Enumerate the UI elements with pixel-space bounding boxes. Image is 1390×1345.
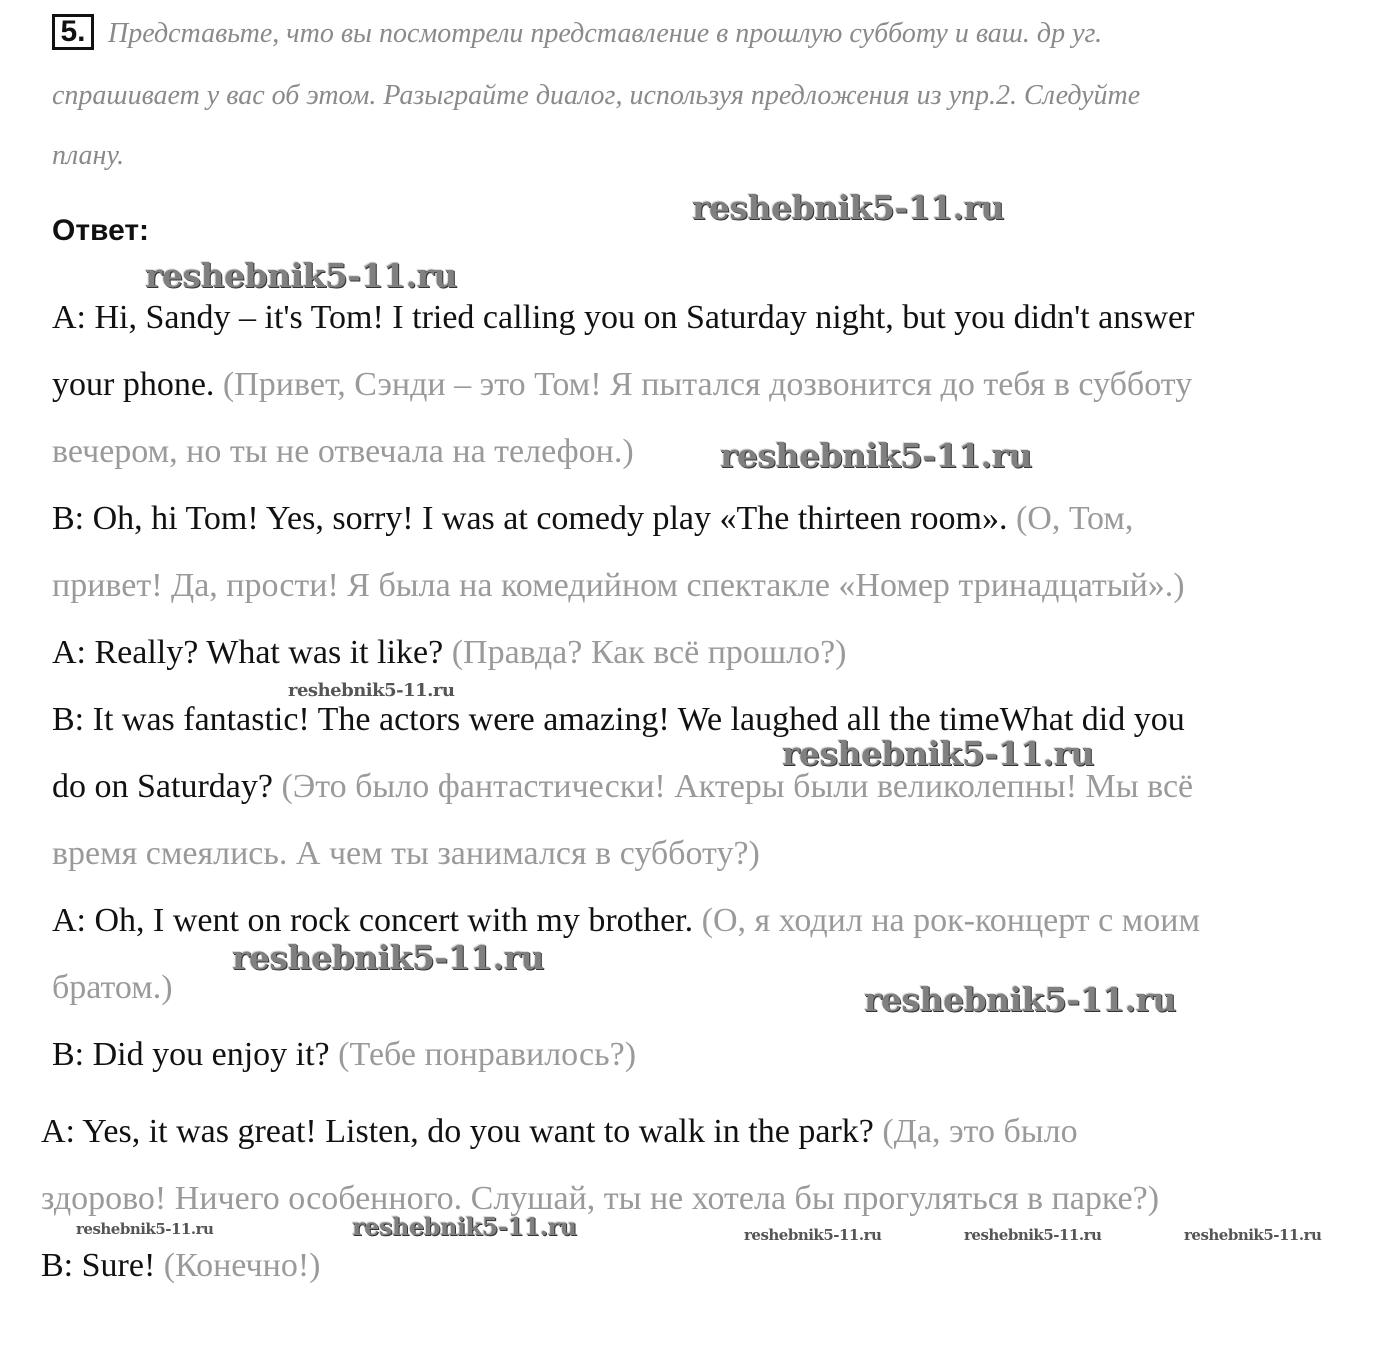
english-text: B: Oh, hi Tom! Yes, sorry! I was at comedy play «The thirteen room». — [52, 500, 1008, 537]
russian-translation: братом.) — [52, 969, 173, 1006]
watermark: reshebnik5-11.ru — [744, 1226, 882, 1244]
english-text: A: Oh, I went on rock concert with my brother. — [52, 902, 694, 939]
english-text: A: Hi, Sandy – it's Tom! I tried calling you on Saturday night, but you didn't answer — [52, 299, 1195, 336]
task-text-line-3: плану. — [52, 140, 125, 171]
watermark: reshebnik5-11.ru — [145, 256, 457, 295]
russian-translation: (Привет, Сэнди – это Том! Я пытался дозвонится до тебя в субботу — [214, 366, 1193, 403]
dialogue-line — [41, 1179, 1159, 1219]
russian-translation: (Да, это было — [873, 1113, 1078, 1150]
watermark: reshebnik5-11.ru — [232, 938, 544, 977]
dialogue-line — [52, 1035, 636, 1075]
russian-translation: (Это было фантастически! Актеры были великолепны! Мы всё — [272, 768, 1194, 805]
russian-translation: привет! Да, прости! Я была на комедийном спектакле «Номер тринадцатый».) — [52, 567, 1185, 604]
russian-translation: (Конечно!) — [155, 1247, 321, 1284]
russian-translation: вечером, но ты не отвечала на телефон.) — [52, 433, 634, 470]
dialogue-line — [52, 968, 173, 1008]
russian-translation: здорово! Ничего особенного. Слушай, ты не хотела бы прогуляться в парке?) — [41, 1180, 1160, 1217]
english-text: B: Sure! — [41, 1247, 156, 1284]
dialogue-line — [52, 633, 847, 673]
watermark: reshebnik5-11.ru — [288, 680, 455, 701]
russian-translation: (Правда? Как всё прошло?) — [443, 634, 847, 671]
watermark: reshebnik5-11.ru — [1184, 1226, 1322, 1244]
english-text: B: Did you enjoy it? — [52, 1036, 330, 1073]
dialogue-line — [52, 834, 760, 874]
watermark: reshebnik5-11.ru — [864, 980, 1176, 1019]
dialogue-line — [52, 901, 1200, 941]
english-text: B: It was fantastic! The actors were amazing! We laughed all the timeWhat did you — [52, 701, 1185, 738]
exercise-number: 5. — [52, 14, 94, 50]
dialogue-line — [52, 499, 1133, 539]
dialogue-line — [52, 566, 1185, 606]
dialogue-line — [52, 365, 1192, 405]
watermark: reshebnik5-11.ru — [692, 188, 1004, 227]
answer-label: Ответ: — [52, 214, 150, 247]
watermark: reshebnik5-11.ru — [720, 436, 1032, 475]
english-text: do on Saturday? — [52, 768, 273, 805]
dialogue-line — [41, 1112, 1078, 1152]
dialogue-line — [52, 767, 1193, 807]
watermark: reshebnik5-11.ru — [964, 1226, 1102, 1244]
russian-translation: (О, я ходил на рок-концерт с моим — [693, 902, 1200, 939]
task-text-line-2: спрашивает у вас об этом. Разыграйте диалог, используя предложения из упр.2. Следуйте — [52, 80, 1141, 111]
russian-translation: (О, Том, — [1007, 500, 1134, 537]
dialogue-line — [41, 1246, 320, 1286]
russian-translation: время смеялись. А чем ты занимался в субботу?) — [52, 835, 760, 872]
watermark: reshebnik5-11.ru — [782, 734, 1094, 773]
english-text: A: Yes, it was great! Listen, do you want to walk in the park? — [41, 1113, 874, 1150]
watermark: reshebnik5-11.ru — [352, 1212, 577, 1241]
task-text-line-1: Представьте, что вы посмотрели представление в прошлую субботу и ваш. др уг. — [108, 18, 1103, 49]
russian-translation: (Тебе понравилось?) — [329, 1036, 637, 1073]
dialogue-line — [52, 432, 634, 472]
watermark: reshebnik5-11.ru — [76, 1220, 214, 1238]
dialogue-line — [52, 298, 1194, 338]
english-text: your phone. — [52, 366, 215, 403]
english-text: A: Really? What was it like? — [52, 634, 444, 671]
